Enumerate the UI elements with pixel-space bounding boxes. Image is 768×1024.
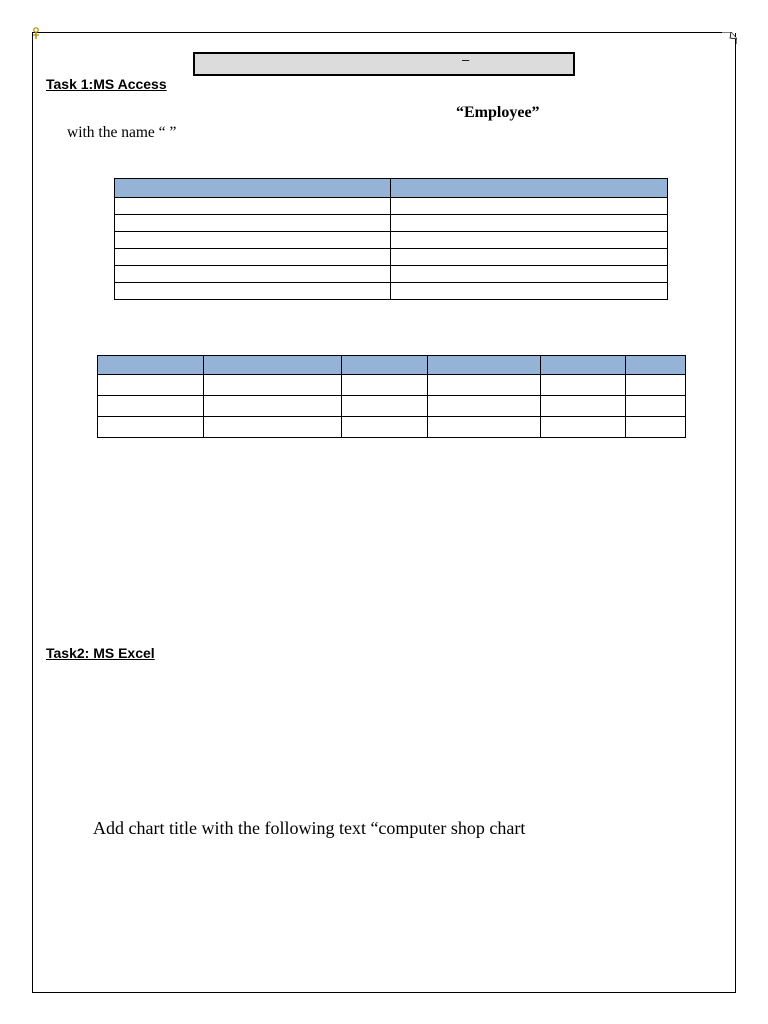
table-cell bbox=[391, 283, 668, 300]
table-cell bbox=[342, 417, 428, 438]
table-cell bbox=[626, 396, 686, 417]
table-cell bbox=[204, 375, 342, 396]
table-row bbox=[115, 232, 668, 249]
table-cell bbox=[98, 396, 204, 417]
anchor-icon[interactable] bbox=[32, 27, 40, 40]
table-header-cell bbox=[428, 356, 541, 375]
table-cell bbox=[391, 249, 668, 266]
header-box-text: – bbox=[462, 52, 470, 67]
table-header-cell bbox=[626, 356, 686, 375]
table-cell bbox=[391, 198, 668, 215]
table-cell bbox=[204, 396, 342, 417]
table-row bbox=[115, 215, 668, 232]
table-cell bbox=[626, 417, 686, 438]
table-cell bbox=[428, 417, 541, 438]
task1-heading: Task 1:MS Access bbox=[46, 76, 167, 92]
table-header-row bbox=[98, 356, 686, 375]
table-cell bbox=[204, 417, 342, 438]
field-table bbox=[114, 178, 668, 300]
table-row bbox=[115, 249, 668, 266]
table-cell bbox=[541, 417, 626, 438]
header-box bbox=[193, 52, 575, 76]
table-cell bbox=[428, 396, 541, 417]
table-cell bbox=[428, 375, 541, 396]
table-cell bbox=[391, 266, 668, 283]
table-header-row bbox=[115, 179, 668, 198]
table-row bbox=[115, 266, 668, 283]
table-row bbox=[98, 396, 686, 417]
table-row bbox=[98, 375, 686, 396]
table-cell bbox=[391, 232, 668, 249]
table-cell bbox=[541, 396, 626, 417]
chart-title-instruction: Add chart title with the following text “computer shop chart bbox=[93, 818, 526, 838]
table-row bbox=[115, 283, 668, 300]
table-header-cell bbox=[115, 179, 391, 198]
table-cell bbox=[115, 215, 391, 232]
table-header-cell bbox=[342, 356, 428, 375]
table-row bbox=[98, 417, 686, 438]
table-cell bbox=[115, 198, 391, 215]
table-cell bbox=[98, 417, 204, 438]
document-page bbox=[32, 33, 736, 993]
employee-quote: “Employee” bbox=[456, 104, 540, 121]
records-table bbox=[97, 355, 686, 438]
table-cell bbox=[115, 232, 391, 249]
page-fold-corner bbox=[721, 32, 737, 44]
table-cell bbox=[115, 283, 391, 300]
table-header-cell bbox=[391, 179, 668, 198]
table-cell bbox=[115, 249, 391, 266]
table-header-cell bbox=[541, 356, 626, 375]
table-header-cell bbox=[204, 356, 342, 375]
table-cell bbox=[342, 396, 428, 417]
task2-heading: Task2: MS Excel bbox=[46, 645, 155, 661]
table-cell bbox=[391, 215, 668, 232]
table-cell bbox=[115, 266, 391, 283]
table-cell bbox=[626, 375, 686, 396]
name-instruction: with the name “ ” bbox=[67, 124, 177, 141]
table-cell bbox=[98, 375, 204, 396]
table-row bbox=[115, 198, 668, 215]
table-cell bbox=[541, 375, 626, 396]
table-header-cell bbox=[98, 356, 204, 375]
table-cell bbox=[342, 375, 428, 396]
